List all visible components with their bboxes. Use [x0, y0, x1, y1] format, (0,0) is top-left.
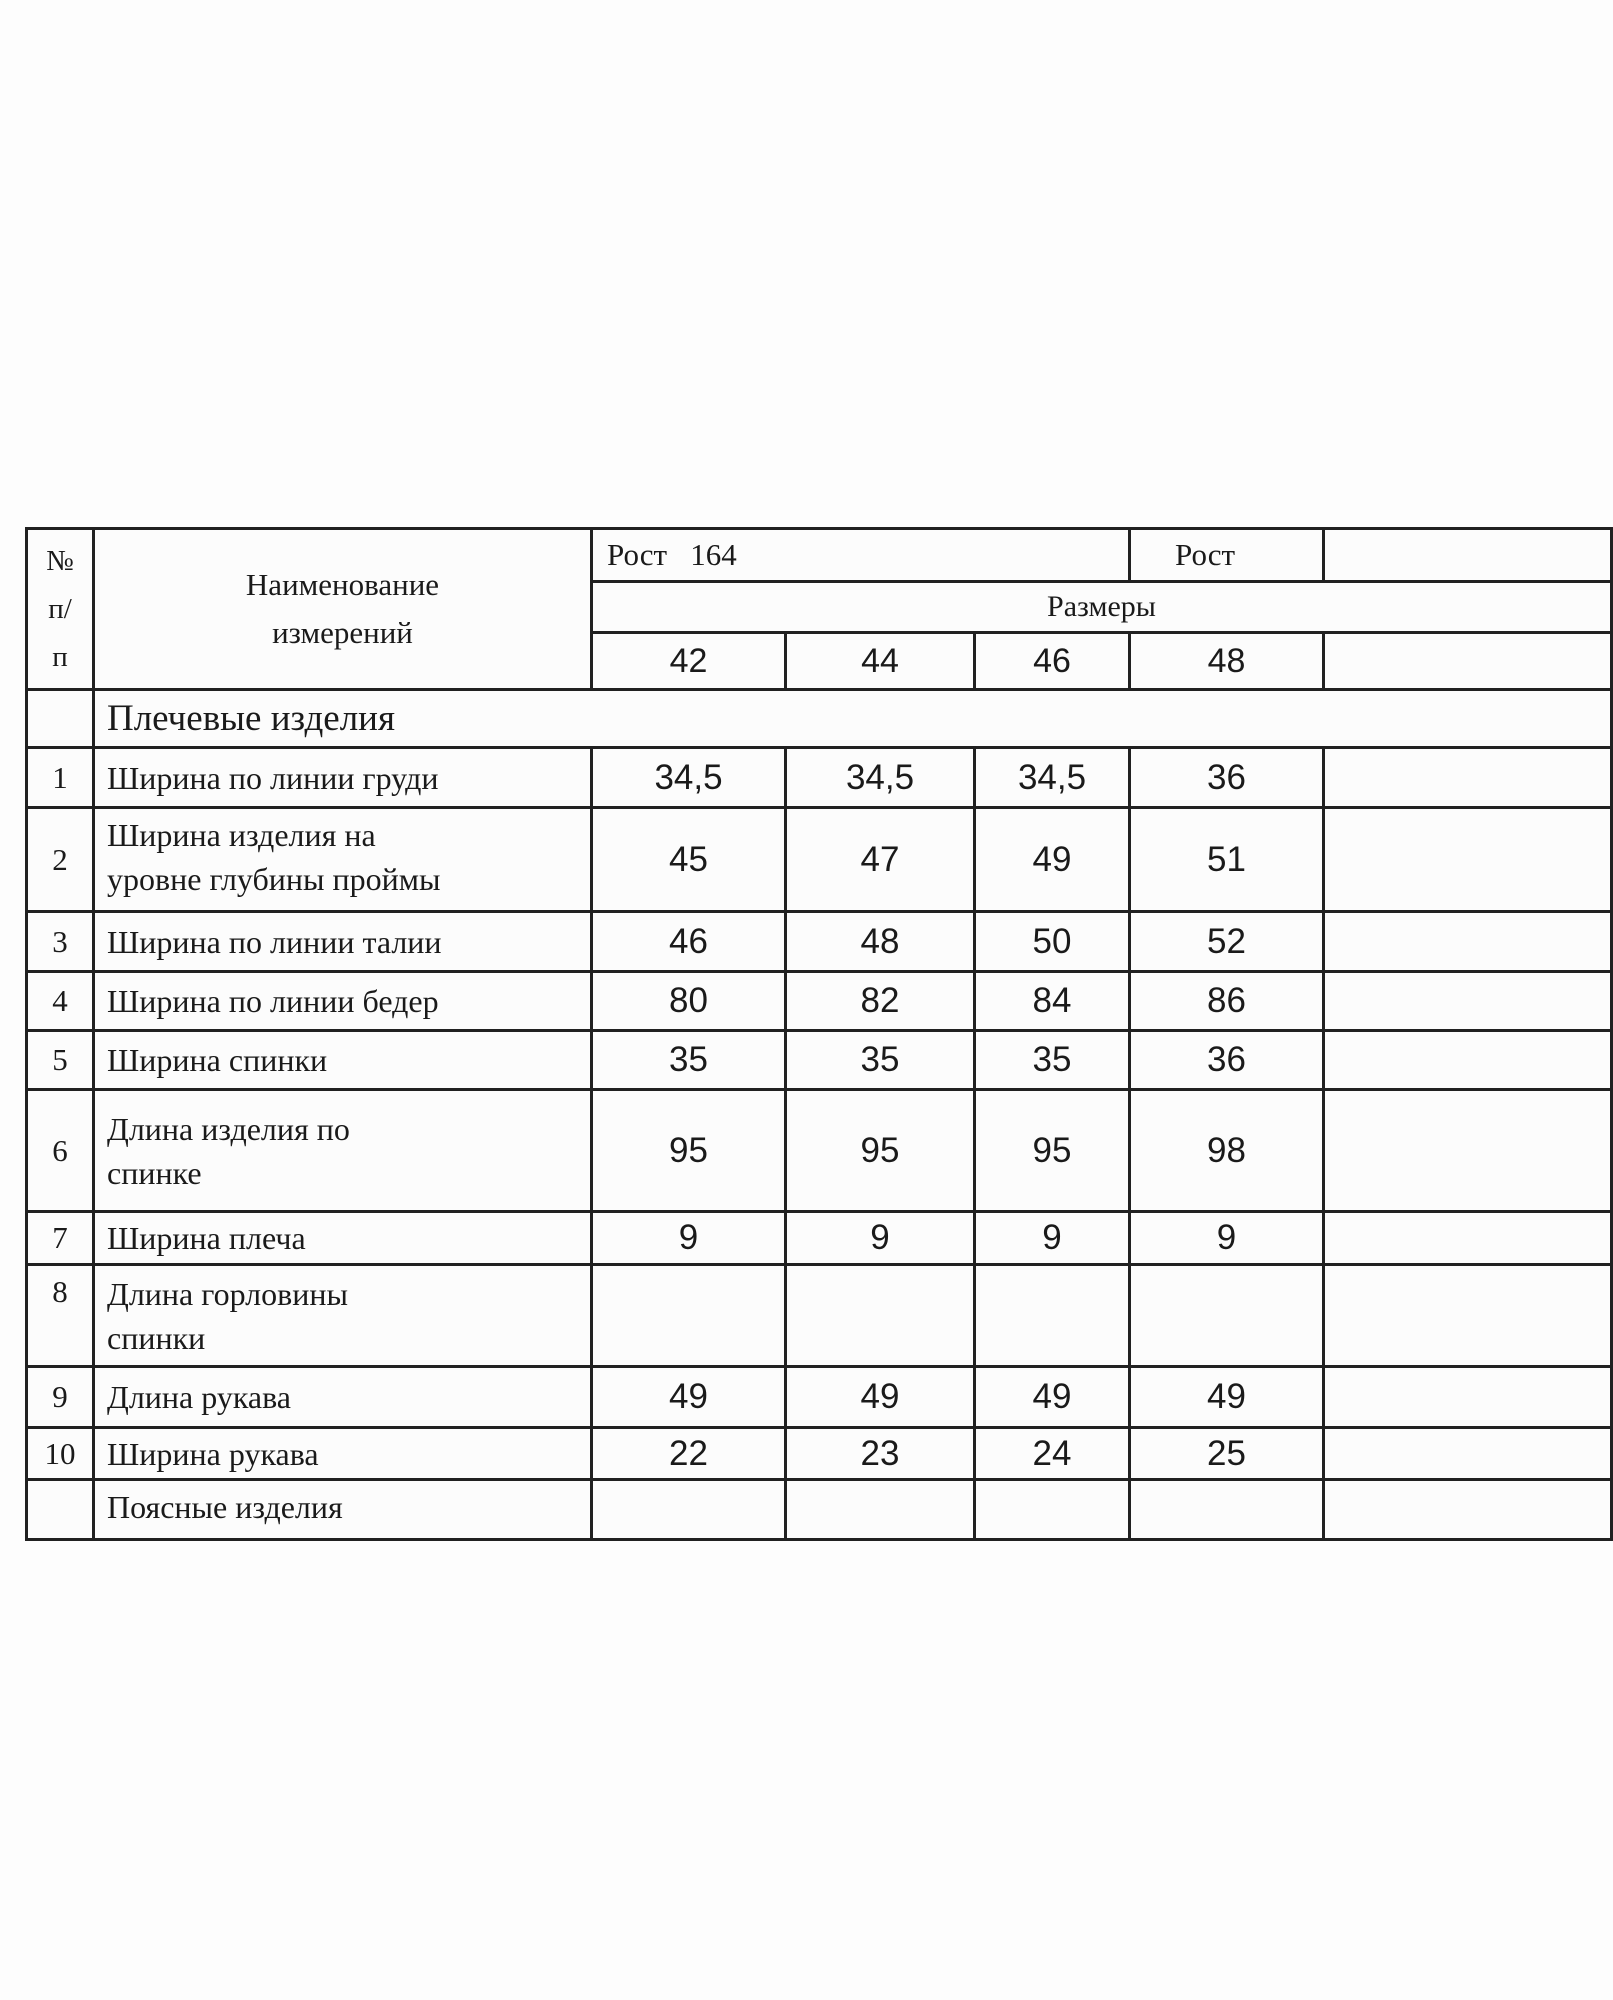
value-cell-cut — [975, 1480, 1130, 1540]
value-cell: 80 — [592, 972, 786, 1031]
header-size-46: 46 — [975, 633, 1130, 690]
value-cell: 46 — [592, 912, 786, 972]
header-num-line2: п/ — [48, 593, 72, 625]
row-number: 9 — [27, 1367, 94, 1428]
header-rost-164: Рост 164 — [592, 529, 1130, 582]
row-number: 2 — [27, 808, 94, 912]
measurement-label — [94, 1031, 592, 1090]
value-cell: 9 — [786, 1212, 975, 1265]
table-row — [27, 748, 1612, 808]
value-cell: 22 — [592, 1428, 786, 1480]
section-row — [27, 690, 1612, 748]
measurement-label — [94, 972, 592, 1031]
value-cell-cut — [1324, 1090, 1612, 1212]
label-text: Ширина по линии талии — [107, 923, 442, 960]
value-cell: 45 — [592, 808, 786, 912]
value-cell — [1130, 1265, 1324, 1367]
header-rost-cut-cell — [1324, 529, 1612, 582]
value-cell — [592, 1265, 786, 1367]
value-cell-cut — [1324, 1265, 1612, 1367]
value-cell-cut — [786, 1480, 975, 1540]
row-number: 3 — [27, 912, 94, 972]
value-cell: 34,5 — [592, 748, 786, 808]
value-cell-cut — [592, 1480, 786, 1540]
value-cell: 48 — [786, 912, 975, 972]
row-number: 6 — [27, 1090, 94, 1212]
label-text: Ширина плеча — [107, 1220, 306, 1256]
header-name-line1: Наименование — [245, 567, 440, 602]
measurement-table — [25, 527, 1613, 1541]
label-text: Ширина по линии груди — [107, 759, 439, 796]
row-number — [27, 1480, 94, 1540]
value-cell: 35 — [786, 1031, 975, 1090]
value-cell: 36 — [1130, 748, 1324, 808]
label-text: спинки — [107, 1320, 206, 1356]
value-cell: 84 — [975, 972, 1130, 1031]
value-cell: 49 — [975, 808, 1130, 912]
label-text: Длина горловины — [107, 1276, 348, 1312]
measurement-label — [94, 1367, 592, 1428]
header-num-line3: п — [52, 641, 68, 673]
value-cell: 50 — [975, 912, 1130, 972]
table-row — [27, 808, 1612, 912]
measurement-label — [94, 912, 592, 972]
header-num-line1: № — [46, 545, 74, 577]
measurement-label — [94, 748, 592, 808]
value-cell — [975, 1265, 1130, 1367]
value-cell: 23 — [786, 1428, 975, 1480]
header-num-cell — [27, 529, 94, 690]
section-num-cell — [27, 690, 94, 748]
header-name-cell — [94, 529, 592, 690]
value-cell: 49 — [975, 1367, 1130, 1428]
measurement-label — [94, 1480, 592, 1540]
value-cell: 35 — [592, 1031, 786, 1090]
value-cell: 24 — [975, 1428, 1130, 1480]
value-cell-cut — [1130, 1480, 1324, 1540]
measurement-label — [94, 1428, 592, 1480]
value-cell — [786, 1265, 975, 1367]
value-cell: 35 — [975, 1031, 1130, 1090]
value-cell: 34,5 — [786, 748, 975, 808]
value-cell: 34,5 — [975, 748, 1130, 808]
label-text: Ширина спинки — [107, 1042, 328, 1078]
table-row — [27, 972, 1612, 1031]
row-number: 5 — [27, 1031, 94, 1090]
header-name-line2: измерений — [272, 615, 413, 650]
value-cell-cut — [1324, 1212, 1612, 1265]
table-row — [27, 1367, 1612, 1428]
size-chart-scan — [25, 527, 1333, 1525]
value-cell: 9 — [592, 1212, 786, 1265]
table-row — [27, 1031, 1612, 1090]
header-size-42: 42 — [592, 633, 786, 690]
value-cell-cut — [1324, 748, 1612, 808]
value-cell: 98 — [1130, 1090, 1324, 1212]
label-text: Ширина рукава — [107, 1435, 319, 1472]
label-text: уровне глубины проймы — [107, 861, 441, 897]
label-text: Длина изделия по — [107, 1110, 350, 1147]
value-cell: 95 — [975, 1090, 1130, 1212]
section-title: Плечевые изделия — [94, 690, 1612, 748]
table-row — [27, 1212, 1612, 1265]
value-cell: 95 — [592, 1090, 786, 1212]
label-text: Поясные изделия — [107, 1489, 343, 1525]
row-number: 7 — [27, 1212, 94, 1265]
header-razmery: Размеры — [592, 582, 1612, 633]
value-cell: 52 — [1130, 912, 1324, 972]
table-row — [27, 1265, 1612, 1367]
value-cell-cut — [1324, 1031, 1612, 1090]
value-cell: 82 — [786, 972, 975, 1031]
header-rost-right: Рост — [1130, 529, 1324, 582]
value-cell-cut — [1324, 972, 1612, 1031]
measurement-label — [94, 1212, 592, 1265]
row-number: 4 — [27, 972, 94, 1031]
value-cell-cut — [1324, 912, 1612, 972]
value-cell: 9 — [1130, 1212, 1324, 1265]
table-row — [27, 1090, 1612, 1212]
header-size-44: 44 — [786, 633, 975, 690]
row-number: 8 — [27, 1265, 94, 1367]
value-cell-cut — [1324, 808, 1612, 912]
header-size-48: 48 — [1130, 633, 1324, 690]
header-size-cut — [1324, 633, 1612, 690]
value-cell: 49 — [786, 1367, 975, 1428]
value-cell: 36 — [1130, 1031, 1324, 1090]
header-row-rost — [27, 529, 1612, 582]
value-cell: 86 — [1130, 972, 1324, 1031]
label-text: Ширина по линии бедер — [107, 983, 439, 1019]
value-cell: 49 — [592, 1367, 786, 1428]
truncated-row — [27, 1480, 1612, 1540]
value-cell: 51 — [1130, 808, 1324, 912]
value-cell-cut — [1324, 1367, 1612, 1428]
value-cell-cut — [1324, 1480, 1612, 1540]
table-row — [27, 1428, 1612, 1480]
label-text: спинке — [107, 1154, 202, 1191]
value-cell: 47 — [786, 808, 975, 912]
value-cell: 25 — [1130, 1428, 1324, 1480]
value-cell: 95 — [786, 1090, 975, 1212]
table-row — [27, 912, 1612, 972]
row-number: 10 — [27, 1428, 94, 1480]
value-cell-cut — [1324, 1428, 1612, 1480]
value-cell: 9 — [975, 1212, 1130, 1265]
measurement-label — [94, 1265, 592, 1367]
label-text: Длина рукава — [107, 1379, 291, 1415]
value-cell: 49 — [1130, 1367, 1324, 1428]
row-number: 1 — [27, 748, 94, 808]
measurement-label — [94, 1090, 592, 1212]
measurement-label — [94, 808, 592, 912]
label-text: Ширина изделия на — [107, 817, 376, 853]
